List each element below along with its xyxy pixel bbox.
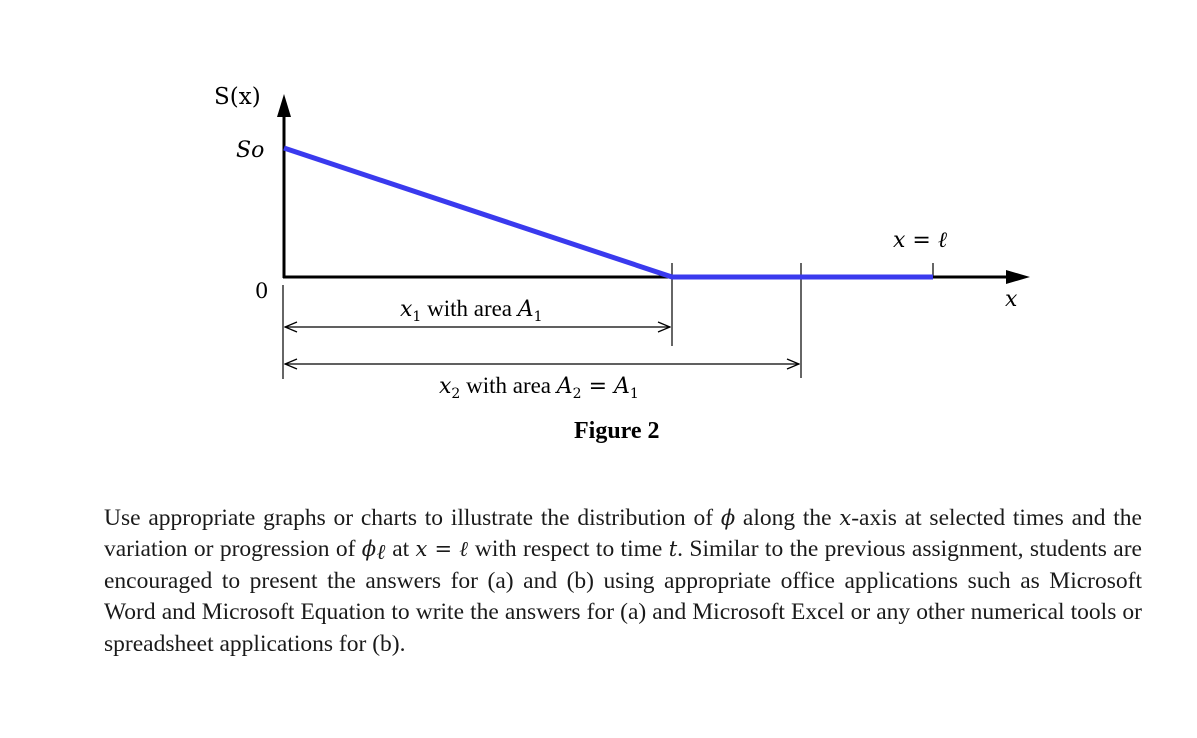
x-axis-arrowhead	[1006, 270, 1030, 284]
figure-caption: Figure 2	[574, 418, 660, 444]
body-paragraph: Use appropriate graphs or charts to illustrate the distribution of ϕ along the x-axis at selected times and the variation or progression of $\phi_\ell$ at x = ℓ with respect to time t. Similar to the previous assignment, students are encouraged to present the answers for (a) and (b) using appropriate office applications such as Microsoft Word and Microsoft Equation to write the answers for (a) and Microsoft Excel or any other numerical tools or spreadsheet applications for (b).	[104, 504, 1142, 657]
s-profile-line	[284, 148, 933, 277]
dimension-label-x2: $x_2$ with area $A_2 = A_1$	[439, 373, 639, 402]
dimension-label-x1: $x_1$ with area $A_1$	[400, 296, 543, 325]
zero-label: 0	[255, 279, 269, 303]
x-axis-label: x	[1005, 287, 1018, 312]
y-axis-arrowhead	[277, 94, 291, 117]
x-eq-l-label: x = ℓ	[893, 228, 947, 253]
s0-label: So	[236, 138, 265, 163]
y-axis-label: S(x)	[214, 84, 261, 110]
